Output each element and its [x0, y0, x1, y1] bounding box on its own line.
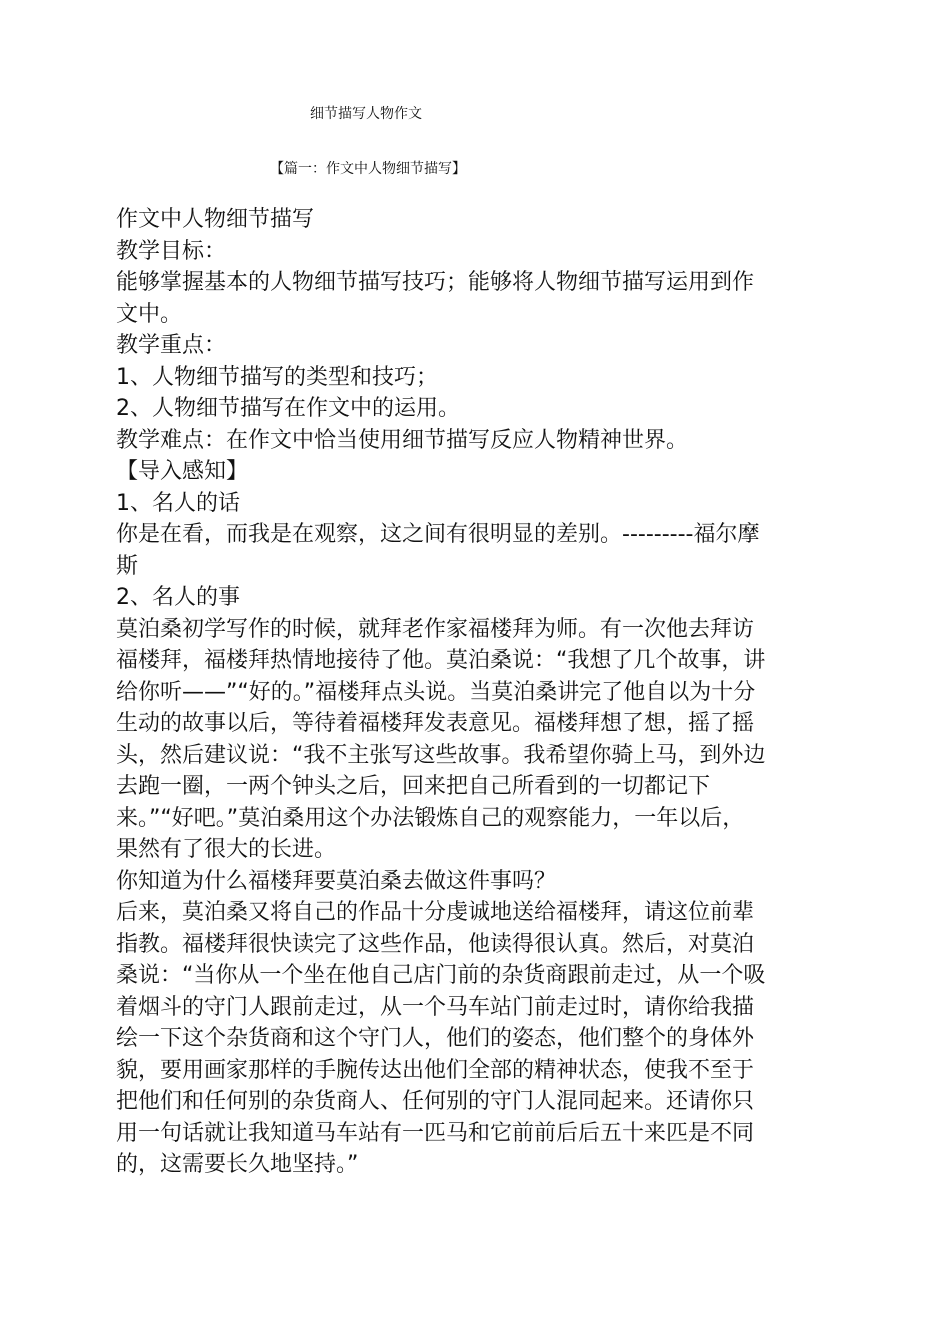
text-line: 给你听——”“好的。”福楼拜点头说。当莫泊桑讲完了他自以为十分	[116, 679, 756, 705]
text-line: 教学目标：	[116, 238, 227, 264]
text-line: 2、名人的事	[116, 585, 240, 610]
text-line: 果然有了很大的长进。	[116, 837, 337, 862]
text-line: 教学难点：在作文中恰当使用细节描写反应人物精神世界。	[116, 427, 689, 453]
text-line: 后来，莫泊桑又将自己的作品十分虔诚地送给福楼拜，请这位前辈	[116, 900, 755, 925]
text-line: 你知道为什么福楼拜要莫泊桑去做这件事吗？	[116, 868, 557, 894]
document-body	[116, 204, 832, 1181]
text-line: 来。”“好吧。”莫泊桑用这个办法锻炼自己的观察能力，一年以后，	[116, 805, 745, 831]
text-line: 文中。	[116, 301, 183, 327]
text-line: 貌，要用画家那样的手腕传达出他们全部的精神状态，使我不至于	[116, 1057, 755, 1083]
text-line: 斯	[116, 553, 139, 579]
text-line: 教学重点：	[116, 333, 227, 358]
text-line: 绘一下这个杂货商和这个守门人，他们的姿态，他们整个的身体外	[116, 1026, 755, 1051]
text-line: 1、人物细节描写的类型和技巧；	[116, 364, 438, 390]
text-line: 1、名人的话	[116, 490, 240, 516]
text-line: 福楼拜，福楼拜热情地接待了他。莫泊桑说：“我想了几个故事，讲	[116, 648, 766, 673]
text-line: 【导入感知】	[116, 459, 249, 484]
text-line: 的，这需要长久地坚持。”	[116, 1152, 359, 1177]
text-line: 生动的故事以后，等待着福楼拜发表意见。福楼拜想了想，摇了摇	[116, 711, 755, 736]
text-line: 莫泊桑初学写作的时候，就拜老作家福楼拜为师。有一次他去拜访	[116, 616, 755, 642]
text-line: 用一句话就让我知道马车站有一匹马和它前前后后五十来匹是不同	[116, 1120, 755, 1146]
section-title: 【篇一：作文中人物细节描写】	[270, 161, 466, 177]
text-line: 指教。福楼拜很快读完了这些作品，他读得很认真。然后，对莫泊	[116, 931, 755, 957]
text-line: 把他们和任何别的杂货商人、任何别的守门人混同起来。还请你只	[116, 1089, 755, 1114]
text-line: 去跑一圈，一两个钟头之后，回来把自己所看到的一切都记下	[116, 774, 711, 799]
text-line: 能够掌握基本的人物细节描写技巧；能够将人物细节描写运用到作	[116, 270, 755, 295]
document-title: 细节描写人物作文	[310, 106, 422, 122]
text-line: 桑说：“当你从一个坐在他自己店门前的杂货商跟前走过，从一个吸	[116, 963, 766, 988]
text-line: 你是在看，而我是在观察，这之间有很明显的差别。---------福尔摩	[116, 522, 760, 547]
text-line: 着烟斗的守门人跟前走过，从一个马车站门前走过时，请你给我描	[116, 994, 755, 1020]
heading-line: 作文中人物细节描写	[116, 207, 315, 232]
text-line: 2、人物细节描写在作文中的运用。	[116, 396, 460, 421]
text-line: 头，然后建议说：“我不主张写这些故事。我希望你骑上马，到外边	[116, 742, 766, 768]
